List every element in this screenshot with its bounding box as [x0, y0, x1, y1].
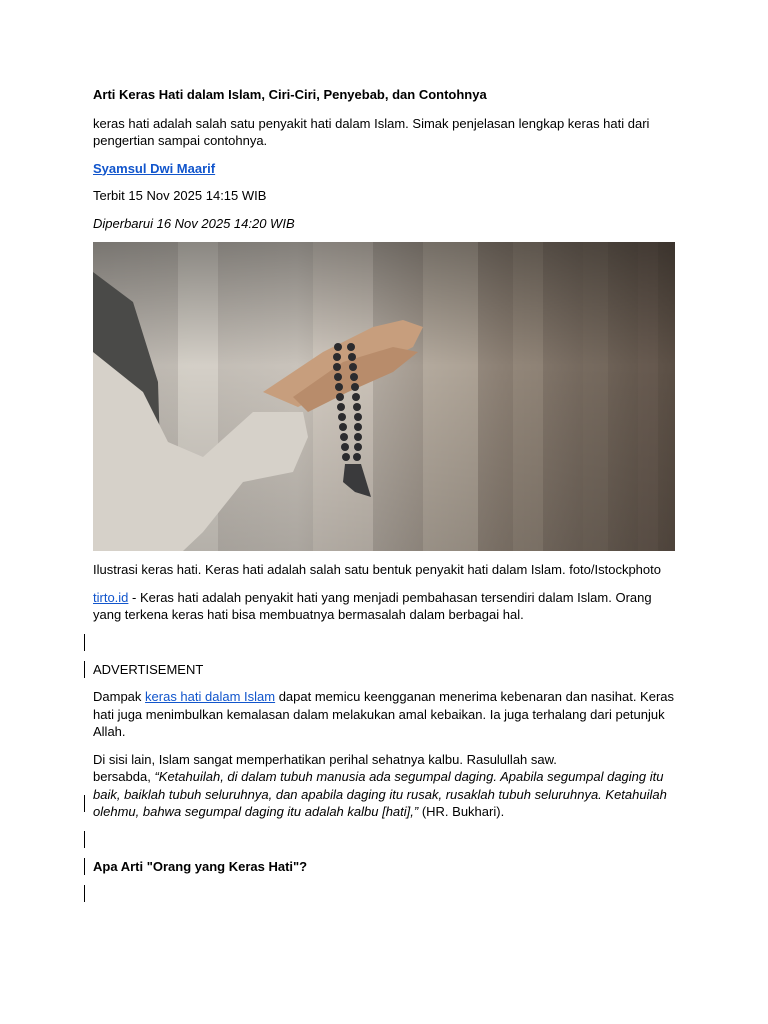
section-heading	[93, 858, 675, 876]
p3-bersabda: bersabda,	[93, 769, 155, 784]
document-body	[93, 86, 675, 912]
text-cursor	[84, 661, 85, 678]
keras-hati-link[interactable]: keras hati dalam Islam	[145, 689, 276, 704]
paragraph-dampak	[93, 688, 675, 741]
empty-line	[93, 885, 675, 902]
text-cursor	[84, 831, 85, 848]
published-date: Terbit 15 Nov 2025 14:15 WIB	[93, 188, 267, 203]
text-cursor	[84, 858, 85, 875]
empty-line	[93, 634, 675, 651]
prayer-hands-illustration	[93, 242, 675, 551]
updated-date: Diperbarui 16 Nov 2025 14:20 WIB	[93, 215, 295, 231]
intro-paragraph	[93, 589, 675, 624]
author-paragraph	[93, 160, 675, 178]
section-heading-text: Apa Arti "Orang yang Keras Hati"?	[93, 858, 308, 874]
advertisement-text: ADVERTISEMENT	[93, 661, 204, 677]
hadith-source: (HR. Bukhari).	[418, 804, 505, 819]
p3-line1: Di sisi lain, Islam sangat memperhatikan perihal sehatnya kalbu. Rasulullah saw.	[93, 751, 557, 767]
image-caption: Ilustrasi keras hati. Keras hati adalah salah satu bentuk penyakit hati dalam Islam. foto/Istockphoto	[93, 562, 661, 577]
p2-after: dapat memicu keengganan menerima kebenaran dan nasihat. Keras hati juga menimbulkan kemalasan dalam melakukan amal kebaikan. Ia juga terhalang dari petunjuk Allah.	[93, 689, 675, 739]
advertisement-label	[93, 661, 675, 679]
source-link[interactable]: tirto.id	[93, 589, 129, 605]
text-cursor	[84, 885, 85, 902]
author-link[interactable]: Syamsul Dwi Maarif	[93, 160, 216, 176]
p2-before: Dampak	[93, 689, 146, 704]
text-cursor	[84, 634, 85, 651]
text-cursor	[84, 795, 85, 812]
empty-line	[93, 831, 675, 848]
hadith-quote: “Ketahuilah, di dalam tubuh manusia ada segumpal daging. Apabila segumpal daging itu baik, baiklah tubuh seluruhnya, dan apabila daging itu rusak, rusaklah tubuh seluruhnya. Ketahuilah olehmu, bahwa segumpal daging itu adalah kalbu [hati],”	[93, 769, 667, 819]
paragraph-hadith	[93, 751, 675, 821]
intro-text: - Keras hati adalah penyakit hati yang menjadi pembahasan tersendiri dalam Islam. Orang yang terkena keras hati bisa membuatnya bermasalah dalam berbagai hal.	[93, 589, 652, 622]
article-title: Arti Keras Hati dalam Islam, Ciri-Ciri, Penyebab, dan Contohnya	[93, 87, 487, 102]
article-image	[93, 242, 675, 551]
article-summary: keras hati adalah salah satu penyakit hati dalam Islam. Simak penjelasan lengkap keras hati dari pengertian sampai contohnya.	[93, 115, 650, 148]
